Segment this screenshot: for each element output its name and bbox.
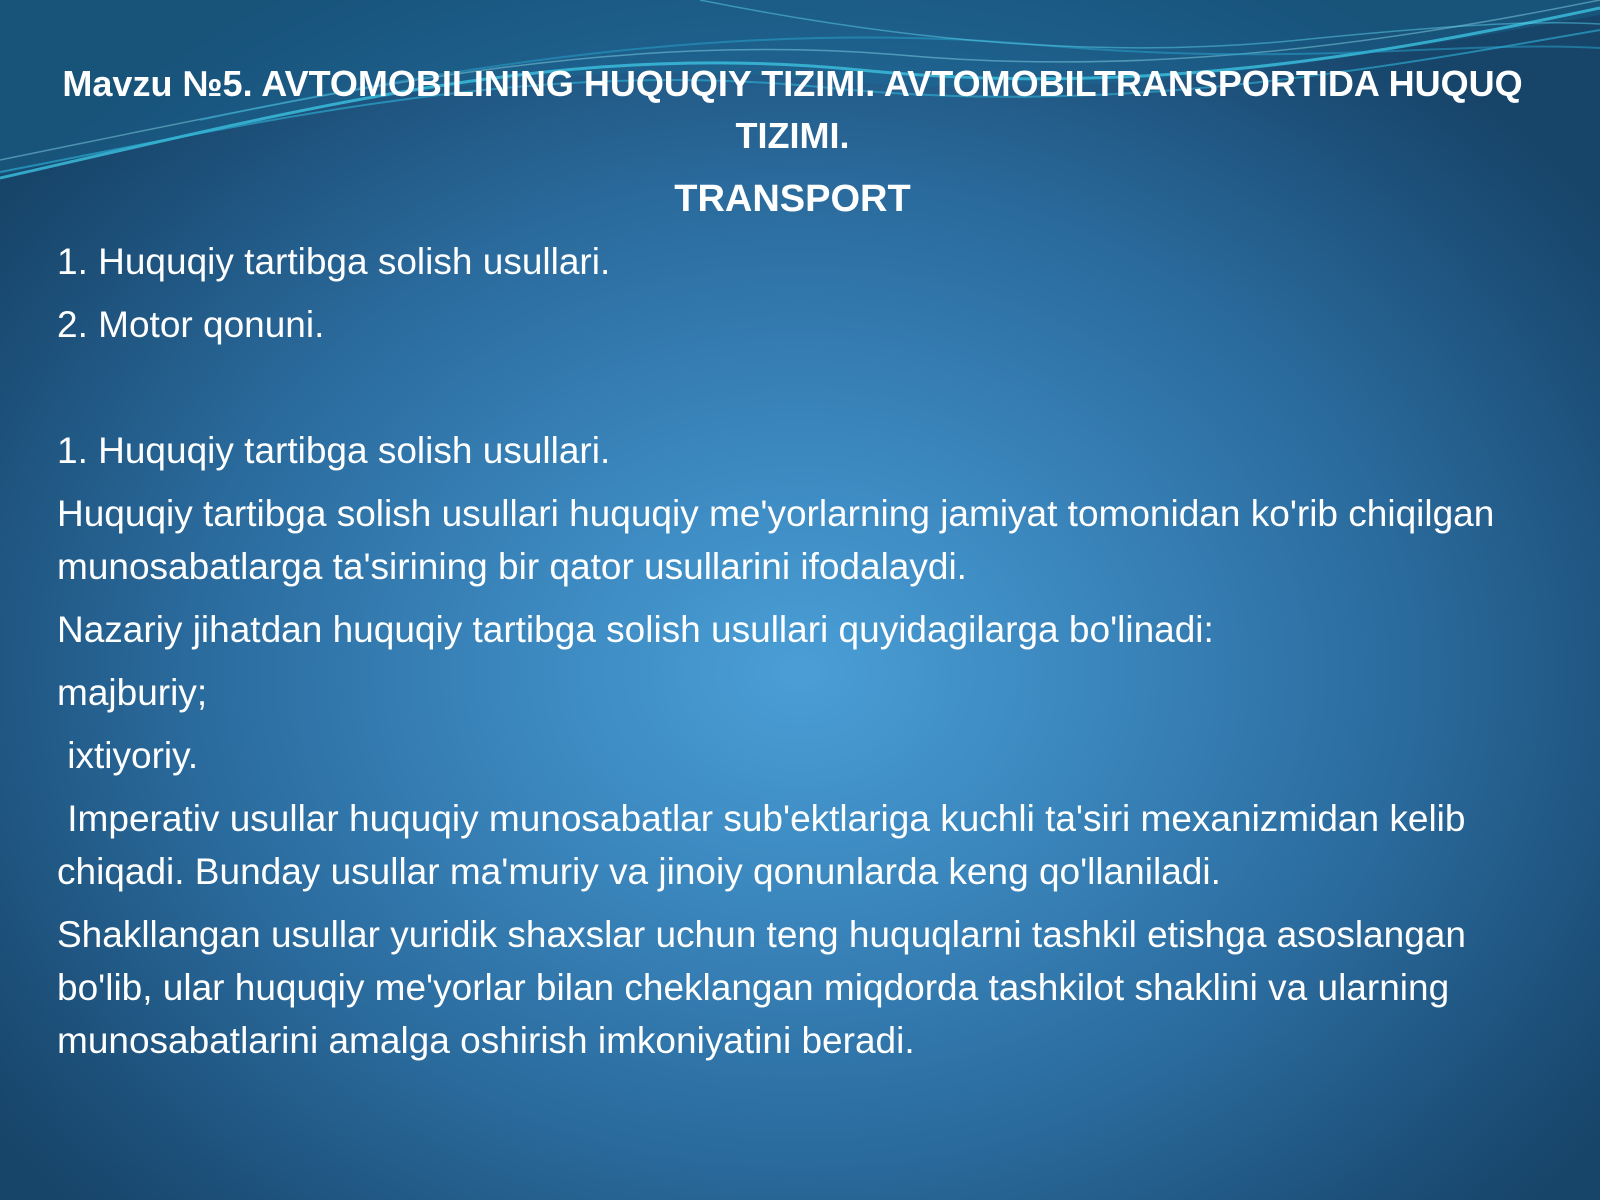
list-item: majburiy;: [57, 672, 208, 713]
paragraph: Nazariy jihatdan huquqiy tartibga solish usullari quyidagilarga bo'linadi:: [57, 609, 1214, 650]
slide-title: Mavzu №5. AVTOMOBILINING HUQUQIY TIZIMI. AVTOMOBILTRANSPORTIDA HUQUQ TIZIMI.: [62, 63, 1523, 156]
slide-body: [57, 235, 1567, 1077]
paragraph: Shakllangan usullar yuridik shaxslar uchun teng huquqlarni tashkil etishga asoslangan bo'lib, ular huquqiy me'yorlar bilan cheklangan miqdorda tashkilot shaklini va ularning munosabatlarini amalga oshirish imkoniyatini beradi.: [57, 914, 1466, 1061]
section-heading: 1. Huquqiy tartibga solish usullari.: [57, 430, 611, 471]
outline-item: 1. Huquqiy tartibga solish usullari.: [57, 241, 611, 282]
paragraph: Imperativ usullar huquqiy munosabatlar sub'ektlariga kuchli ta'siri mexanizmidan kelib chiqadi. Bunday usullar ma'muriy va jinoiy qonunlarda keng qo'llaniladi.: [57, 798, 1476, 892]
list-item: ixtiyoriy.: [57, 735, 199, 776]
paragraph: Huquqiy tartibga solish usullari huquqiy me'yorlarning jamiyat tomonidan ko'rib chiqilgan munosabatlarga ta'sirining bir qator usullarini ifodalaydi.: [57, 493, 1495, 587]
slide-subtitle: TRANSPORT: [674, 178, 911, 220]
spacer: [57, 361, 1567, 424]
outline-item: 2. Motor qonuni.: [57, 304, 325, 345]
